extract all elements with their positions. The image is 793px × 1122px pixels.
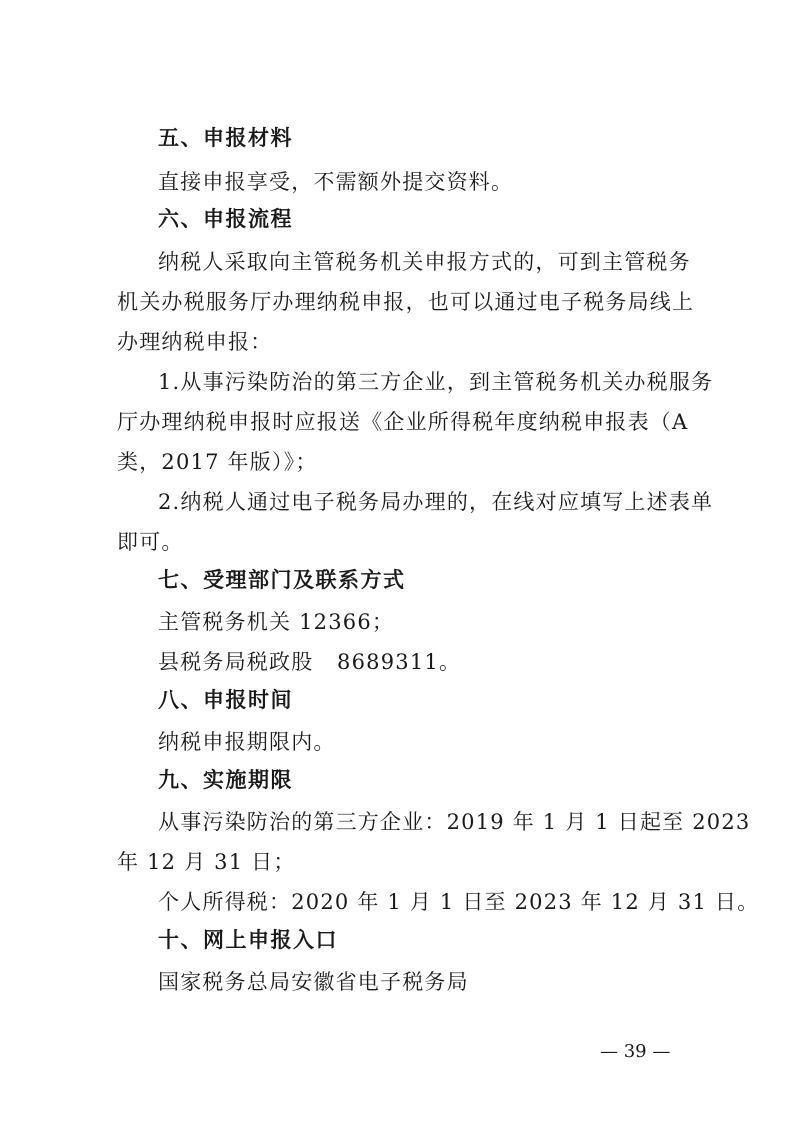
section-7-line-1: 主管税务机关 12366； — [158, 610, 395, 634]
section-10-line-1: 国家税务总局安徽省电子税务局 — [158, 970, 469, 994]
section-6-item-2-line-2: 即可。 — [117, 530, 184, 554]
section-6-item-1-line-2: 厅办理纳税申报时应报送《企业所得税年度纳税申报表（A — [117, 410, 689, 434]
section-6-item-1-line-1: 1.从事污染防治的第三方企业，到主管税务机关办税服务 — [158, 370, 714, 394]
section-8-line-1: 纳税申报期限内。 — [158, 730, 336, 754]
section-6-item-2-line-1: 2.纳税人通过电子税务局办理的，在线对应填写上述表单 — [158, 490, 714, 514]
section-9-line-1b: 年 12 月 31 日； — [117, 850, 296, 874]
section-6-para-line-3: 办理纳税申报： — [117, 330, 273, 354]
section-6-para-line-1: 纳税人采取向主管税务机关申报方式的，可到主管税务 — [158, 250, 691, 274]
section-6-item-1-line-3: 类，2017 年版）》； — [117, 450, 318, 474]
section-9-line-2: 个人所得税：2020 年 1 月 1 日至 2023 年 12 月 31 日。 — [158, 890, 760, 914]
section-6-heading: 六、申报流程 — [158, 207, 293, 231]
page-number: — 39 — — [600, 1041, 671, 1062]
section-5-heading: 五、申报材料 — [158, 126, 293, 150]
section-9-line-1a: 从事污染防治的第三方企业：2019 年 1 月 1 日起至 2023 — [158, 810, 751, 834]
section-9-heading: 九、实施期限 — [158, 768, 293, 792]
section-6-para-line-2: 机关办税服务厅办理纳税申报，也可以通过电子税务局线上 — [117, 290, 695, 314]
section-7-heading: 七、受理部门及联系方式 — [158, 568, 406, 592]
section-8-heading: 八、申报时间 — [158, 688, 293, 712]
section-10-heading: 十、网上申报入口 — [158, 928, 338, 952]
section-7-line-2: 县税务局税政股 8689311。 — [158, 650, 462, 674]
section-5-text: 直接申报享受，不需额外提交资料。 — [158, 170, 514, 194]
